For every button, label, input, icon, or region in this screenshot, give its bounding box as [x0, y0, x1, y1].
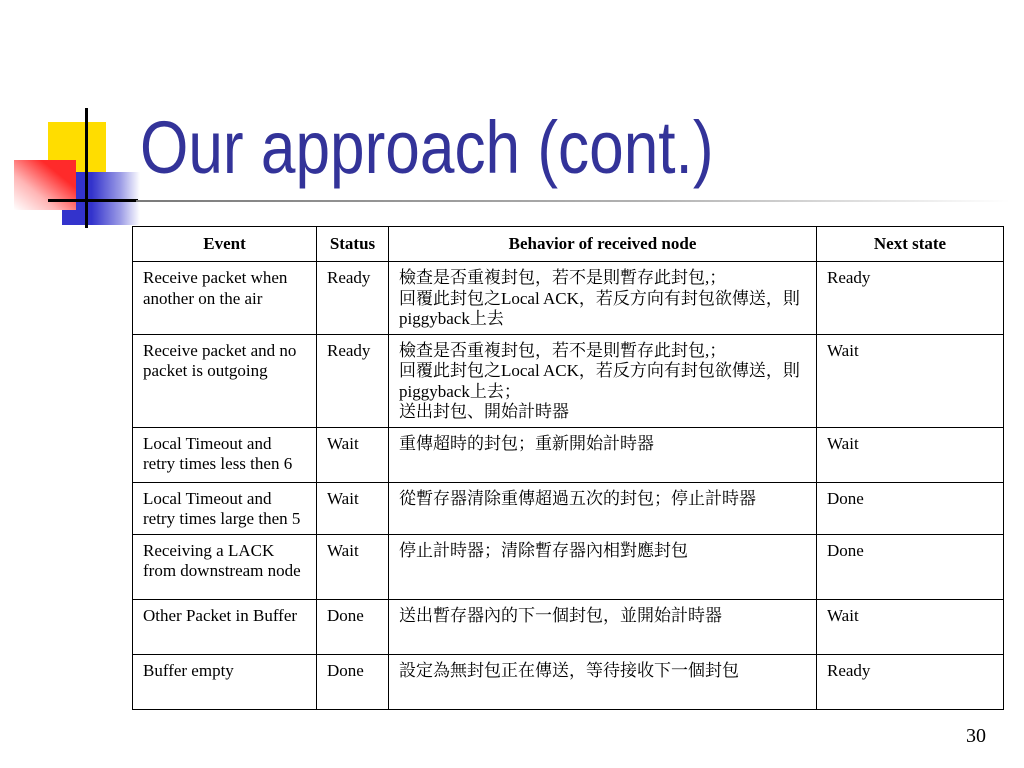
header-behavior: Behavior of received node	[389, 227, 817, 262]
cell-next-state: Ready	[817, 262, 1004, 335]
behavior-line: piggyback上去；	[399, 381, 521, 401]
cell-event: Receive packet and no packet is outgoing	[133, 334, 317, 427]
cell-behavior	[389, 482, 817, 534]
behavior-line: piggyback上去	[399, 309, 504, 328]
cell-behavior	[389, 427, 817, 482]
cell-behavior	[389, 334, 817, 427]
title-underline	[136, 200, 1010, 202]
table-row	[133, 262, 1004, 335]
logo-vertical-line	[85, 108, 88, 228]
behavior-line: 送出暫存器內的下一個封包，並開始計時器	[399, 605, 722, 625]
cell-next-state: Done	[817, 534, 1004, 599]
cell-behavior	[389, 262, 817, 335]
table-header-row	[133, 227, 1004, 262]
cell-status: Wait	[317, 482, 389, 534]
cell-next-state: Ready	[817, 654, 1004, 709]
cell-next-state: Wait	[817, 427, 1004, 482]
behavior-line: 從暫存器清除重傳超過五次的封包；停止計時器	[399, 488, 756, 508]
cell-event: Local Timeout and retry times less then 6	[133, 427, 317, 482]
cell-event: Other Packet in Buffer	[133, 599, 317, 654]
cell-behavior	[389, 654, 817, 709]
behavior-line: 檢查是否重複封包，若不是則暫存此封包,；	[399, 268, 727, 287]
table-row	[133, 482, 1004, 534]
table-row	[133, 334, 1004, 427]
cell-next-state: Wait	[817, 599, 1004, 654]
behavior-line: 送出封包、開始計時器	[399, 402, 569, 421]
behavior-line: 回覆此封包之Local ACK，若反方向有封包欲傳送，則	[399, 361, 800, 380]
header-event: Event	[133, 227, 317, 262]
slide-title: Our approach (cont.)	[140, 106, 714, 189]
cell-status: Wait	[317, 534, 389, 599]
behavior-line: 停止計時器；清除暫存器內相對應封包	[399, 540, 688, 560]
table-row	[133, 427, 1004, 482]
page-number: 30	[966, 725, 986, 747]
cell-status: Ready	[317, 262, 389, 335]
header-status: Status	[317, 227, 389, 262]
cell-next-state: Done	[817, 482, 1004, 534]
cell-behavior	[389, 599, 817, 654]
cell-event: Local Timeout and retry times large then 5	[133, 482, 317, 534]
cell-next-state: Wait	[817, 334, 1004, 427]
cell-status: Done	[317, 654, 389, 709]
table-row	[133, 599, 1004, 654]
state-table	[132, 226, 1004, 710]
cell-event: Receiving a LACK from downstream node	[133, 534, 317, 599]
cell-status: Ready	[317, 334, 389, 427]
cell-behavior	[389, 534, 817, 599]
cell-event: Receive packet when another on the air	[133, 262, 317, 335]
cell-status: Wait	[317, 427, 389, 482]
behavior-line: 檢查是否重複封包，若不是則暫存此封包,；	[399, 340, 727, 360]
behavior-line: 設定為無封包正在傳送，等待接收下一個封包	[399, 660, 739, 680]
table-row	[133, 654, 1004, 709]
header-next-state: Next state	[817, 227, 1004, 262]
cell-status: Done	[317, 599, 389, 654]
behavior-line: 重傳超時的封包；重新開始計時器	[399, 433, 654, 453]
logo-red-square	[14, 160, 76, 210]
behavior-line: 回覆此封包之Local ACK，若反方向有封包欲傳送，則	[399, 288, 800, 308]
table-row	[133, 534, 1004, 599]
cell-event: Buffer empty	[133, 654, 317, 709]
logo-horizontal-line	[48, 199, 138, 202]
